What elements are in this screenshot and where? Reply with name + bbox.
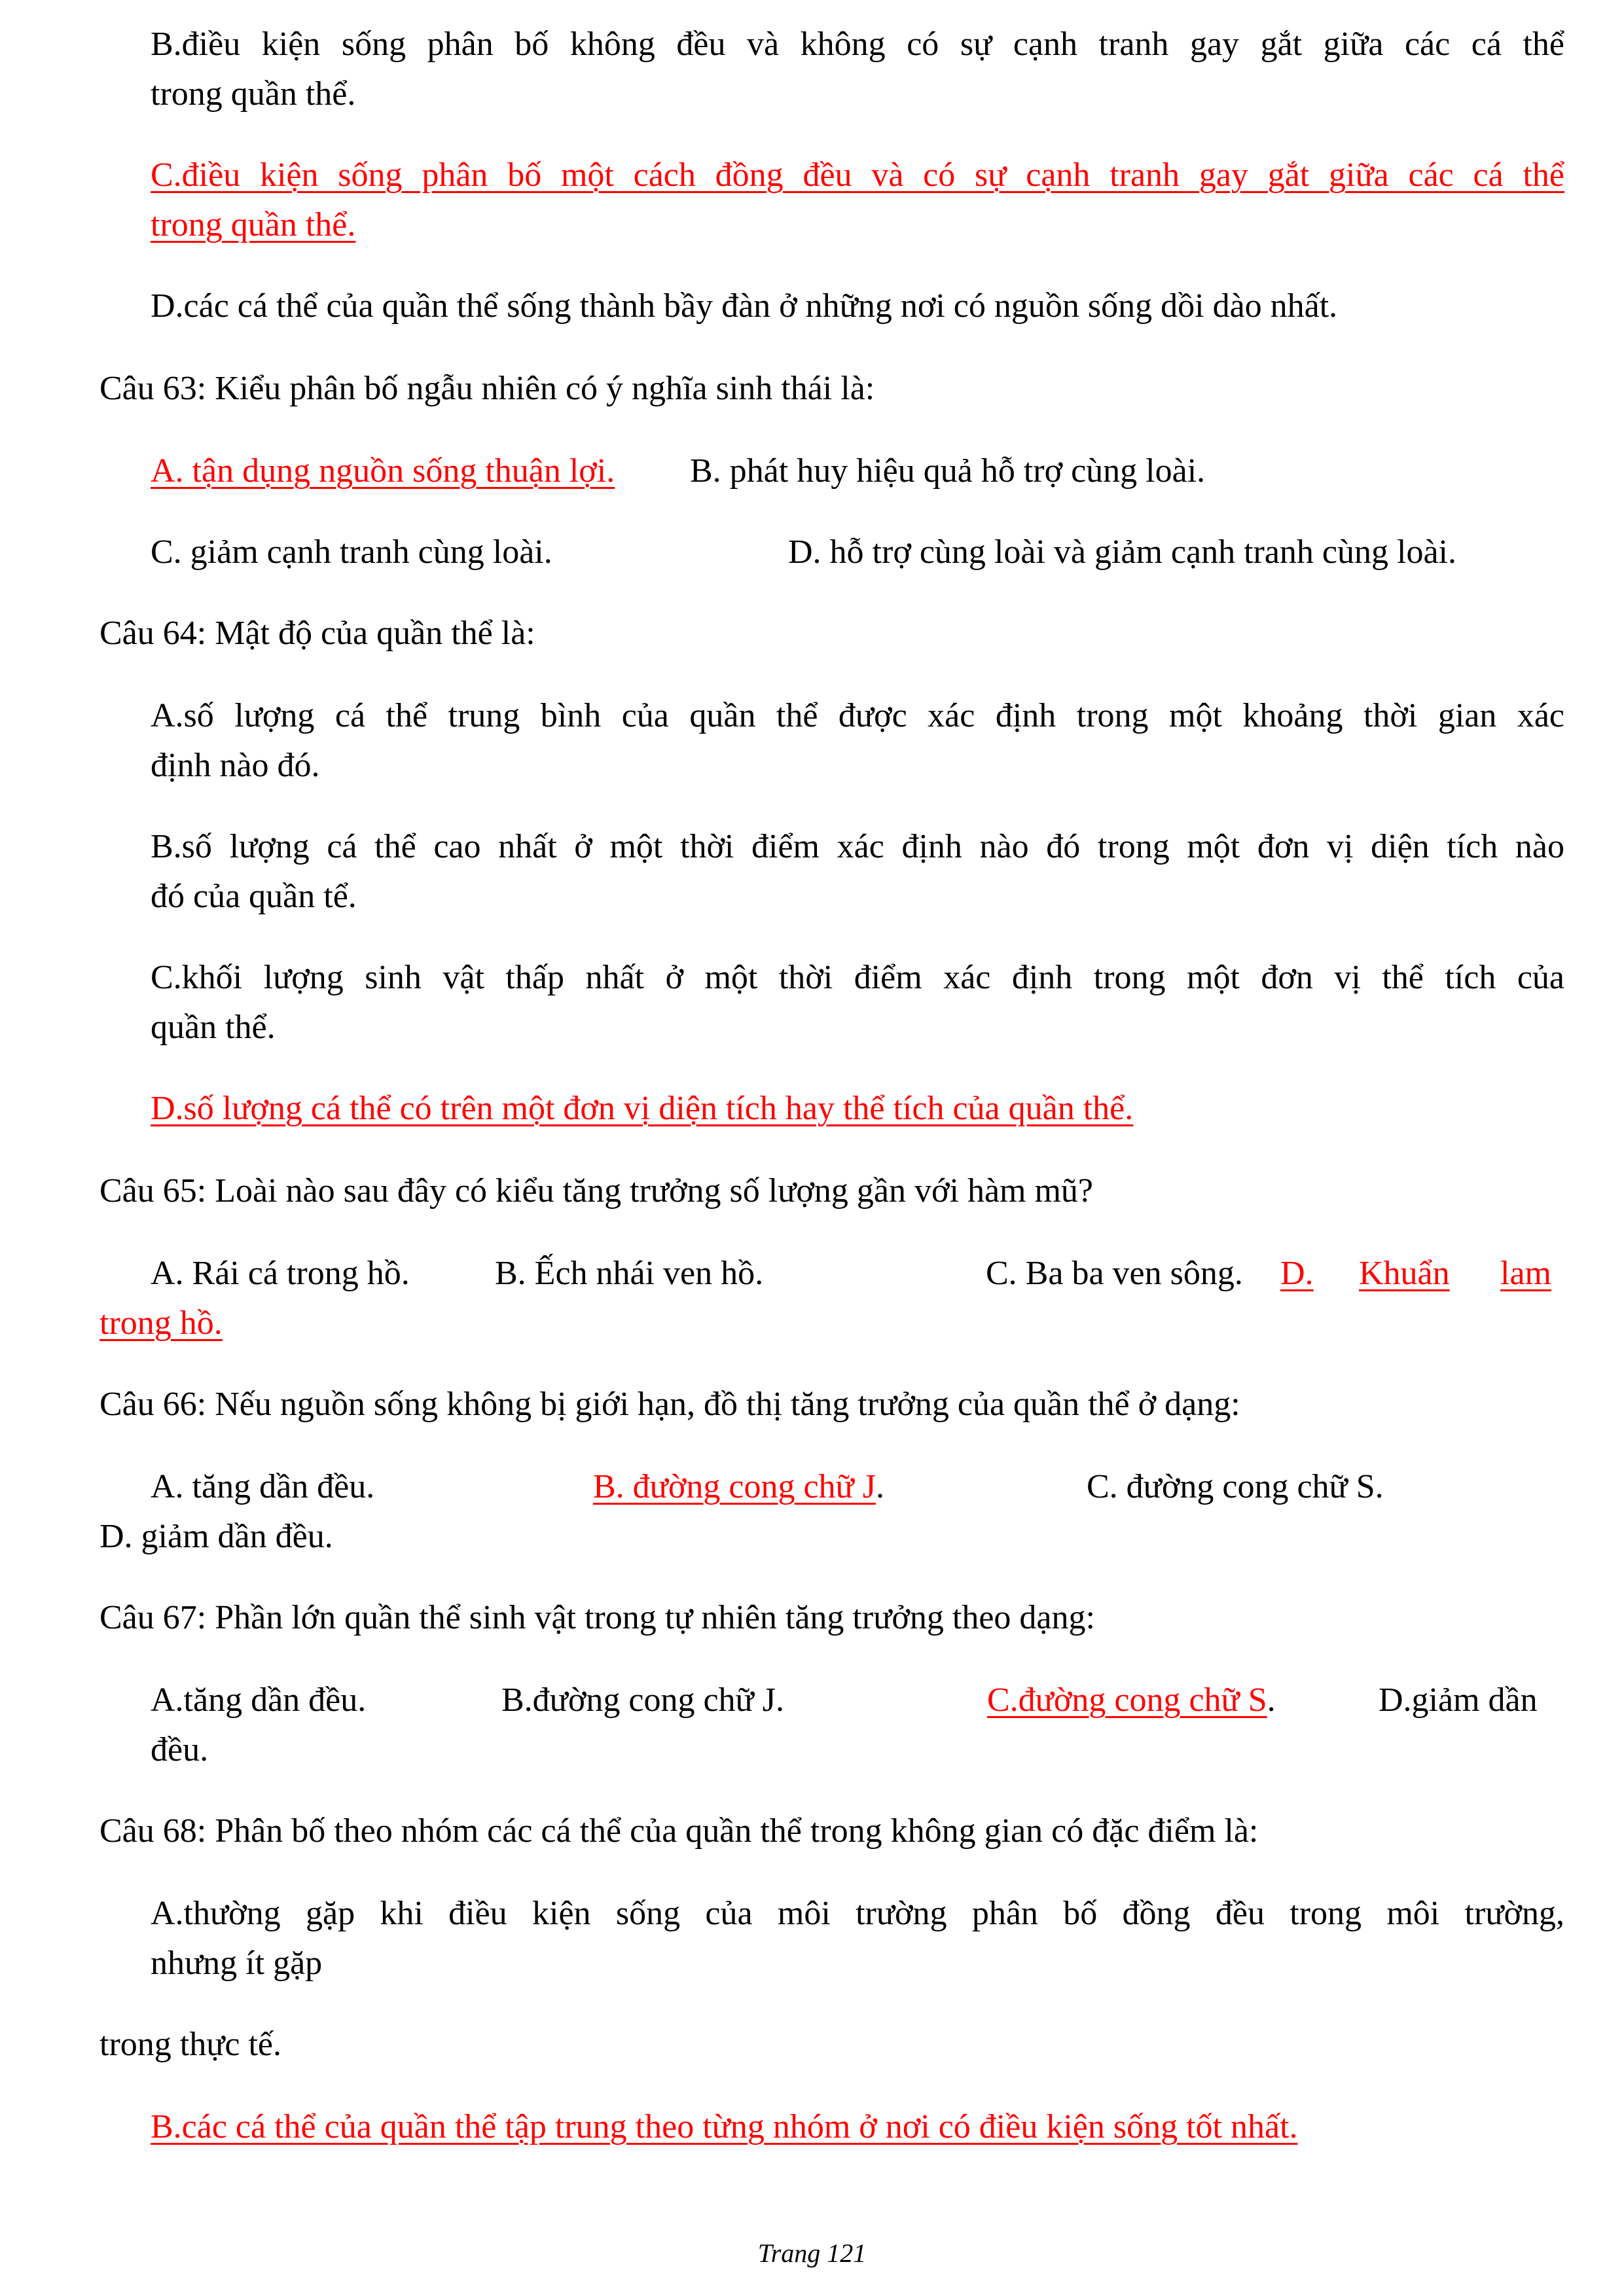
q63-option-d: D. hỗ trợ cùng loài và giảm cạnh tranh cùng loài.	[788, 533, 1456, 571]
q67-question: Câu 67: Phần lớn quần thể sinh vật trong tự nhiên tăng trưởng theo dạng:	[99, 1599, 1095, 1636]
q62-option-c-answer-line2: trong quần thể.	[151, 206, 356, 243]
q68-question: Câu 68: Phân bố theo nhóm các cá thể của quần thể trong không gian có đặc điểm là:	[99, 1812, 1259, 1850]
q63-question: Câu 63: Kiểu phân bố ngẫu nhiên có ý nghĩa sinh thái là:	[99, 370, 875, 407]
q68-option-a-line3: trong thực tế.	[99, 2026, 282, 2063]
q67-option-a: A.tăng dần đều.	[151, 1681, 367, 1719]
q64-option-b-line2: đó của quần tể.	[151, 878, 357, 915]
q62-option-d: D.các cá thể của quần thể sống thành bầy đàn ở những nơi có nguồn sống dồi dào nhất.	[151, 287, 1338, 325]
q67-option-c-wrapper	[987, 1676, 1276, 1725]
q64-option-d-answer: D.số lượng cá thể có trên một đơn vị diện tích hay thể tích của quần thể.	[151, 1090, 1134, 1127]
q66-option-a: A. tăng dần đều.	[151, 1468, 375, 1505]
q63-option-b: B. phát huy hiệu quả hỗ trợ cùng loài.	[690, 452, 1206, 490]
q65-option-a: A. Rái cá trong hồ.	[151, 1255, 410, 1292]
q65-question: Câu 65: Loài nào sau đây có kiểu tăng trưởng số lượng gần với hàm mũ?	[99, 1172, 1094, 1210]
q65-option-d-answer-part2: Khuẩn	[1359, 1255, 1450, 1292]
q64-option-c-line1: C.khối lượng sinh vật thấp nhất ở một thời điểm xác định trong một đơn vị thể tích của	[151, 959, 1564, 996]
q65-option-b: B. Ếch nhái ven hồ.	[495, 1255, 764, 1292]
q64-question: Câu 64: Mật độ của quần thể là:	[99, 615, 535, 652]
q68-option-b-answer: B.các cá thể của quần thể tập trung theo từng nhóm ở nơi có điều kiện sống tốt nhất.	[151, 2108, 1298, 2145]
q63-option-a-answer: A. tận dụng nguồn sống thuận lợi.	[151, 452, 615, 490]
q66-option-b-wrapper	[593, 1462, 884, 1512]
q66-option-b-answer: B. đường cong chữ J	[593, 1468, 876, 1505]
q67-option-b: B.đường cong chữ J.	[501, 1681, 784, 1719]
q65-option-d-answer-line2: trong hồ.	[99, 1304, 223, 1342]
q67-option-d-line1: D.giảm dần	[1379, 1681, 1538, 1719]
q64-option-a-line2: định nào đó.	[151, 747, 320, 784]
q64-option-c-line2: quần thể.	[151, 1009, 276, 1046]
q65-option-d-answer-part3: lam	[1500, 1255, 1551, 1292]
q65-option-d-answer-part1: D.	[1280, 1255, 1314, 1292]
q62-option-b-line2: trong quần thể.	[151, 75, 356, 113]
q68-option-a-line1: A.thường gặp khi điều kiện sống của môi trường phân bố đồng đều trong môi trường,	[151, 1895, 1564, 1932]
q65-option-c: C. Ba ba ven sông.	[986, 1255, 1243, 1292]
q62-option-b-line1: B.điều kiện sống phân bố không đều và không có sự cạnh tranh gay gắt giữa các cá thể	[151, 26, 1564, 63]
q66-option-d: D. giảm dần đều.	[99, 1518, 333, 1555]
q63-option-c: C. giảm cạnh tranh cùng loài.	[151, 533, 552, 571]
q68-option-a-line2: nhưng ít gặp	[151, 1945, 323, 1982]
q62-option-c-answer-line1: C.điều kiện sống phân bố một cách đồng đều và có sự cạnh tranh gay gắt giữa các cá thể	[151, 156, 1564, 194]
page-number: Trang 121	[757, 2238, 867, 2268]
q66-option-b-period: .	[875, 1468, 884, 1505]
q64-option-a-line1: A.số lượng cá thể trung bình của quần thể được xác định trong một khoảng thời gian xác	[151, 697, 1564, 734]
q66-option-c: C. đường cong chữ S.	[1087, 1468, 1384, 1505]
q67-option-c-period: .	[1267, 1681, 1276, 1719]
q66-question: Câu 66: Nếu nguồn sống không bị giới hạn, đồ thị tăng trưởng của quần thể ở dạng:	[99, 1386, 1240, 1423]
q67-option-c-answer: C.đường cong chữ S	[987, 1681, 1267, 1719]
q67-option-d-line2: đều.	[151, 1731, 209, 1768]
q64-option-b-line1: B.số lượng cá thể cao nhất ở một thời điểm xác định nào đó trong một đơn vị diện tích nào	[151, 828, 1564, 865]
